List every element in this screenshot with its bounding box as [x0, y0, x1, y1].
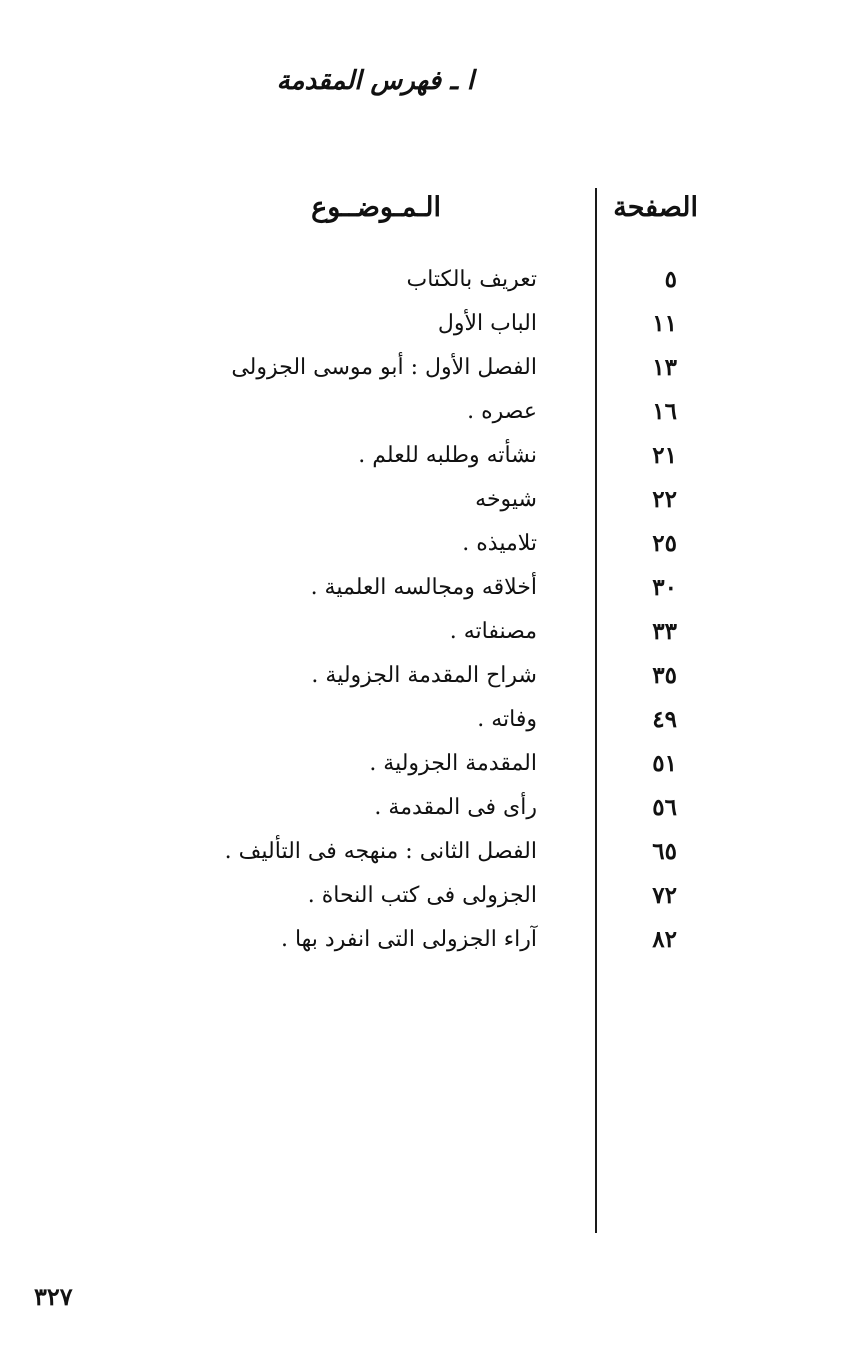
index-page-number: ٢١ — [652, 442, 677, 469]
index-row — [0, 478, 849, 522]
index-topic: الجزولى فى كتب النحاة . — [307, 883, 537, 908]
index-topic: الفصل الثانى : منهجه فى التأليف . — [224, 839, 537, 864]
index-topic: شراح المقدمة الجزولية . — [311, 663, 537, 688]
index-page-number: ١١ — [652, 310, 677, 337]
index-topic: نشأته وطلبه للعلم . — [358, 443, 537, 468]
index-topic: المقدمة الجزولية . — [369, 751, 537, 776]
index-row — [0, 830, 849, 874]
index-topic: وفاته . — [477, 707, 537, 732]
index-row — [0, 698, 849, 742]
page-title: ا ـ فهرس المقدمة — [276, 66, 474, 96]
index-page-number: ٣٠ — [652, 574, 677, 601]
index-topic: مصنفاته . — [449, 619, 537, 644]
index-topic: شيوخه — [475, 487, 537, 512]
index-page-number: ١٦ — [652, 398, 677, 425]
index-topic: الباب الأول — [437, 311, 537, 336]
index-row — [0, 654, 849, 698]
index-topic: آراء الجزولى التى انفرد بها . — [280, 927, 537, 952]
index-row — [0, 786, 849, 830]
index-page-number: ٥١ — [652, 750, 677, 777]
index-page-number: ٢٢ — [652, 486, 677, 513]
index-row — [0, 874, 849, 918]
index-page-number: ٥ — [664, 266, 677, 293]
index-page-number: ٦٥ — [652, 838, 677, 865]
index-row — [0, 610, 849, 654]
index-page-number: ٤٩ — [652, 706, 677, 733]
index-topic: عصره . — [467, 399, 537, 424]
index-row — [0, 258, 849, 302]
index-topic: تلاميذه . — [462, 531, 537, 556]
index-topic: الفصل الأول : أبو موسى الجزولى — [231, 355, 537, 380]
index-row — [0, 918, 849, 962]
index-page-number: ١٣ — [652, 354, 677, 381]
index-row — [0, 742, 849, 786]
index-page-number: ٣٣ — [652, 618, 677, 645]
index-topic: تعريف بالكتاب — [406, 267, 537, 292]
page-column-header: الصفحة — [613, 192, 698, 223]
index-topic: أخلاقه ومجالسه العلمية . — [310, 575, 537, 600]
index-row — [0, 566, 849, 610]
page-number: ٣٢٧ — [34, 1282, 73, 1311]
index-page-number: ٨٢ — [652, 926, 677, 953]
index-row — [0, 522, 849, 566]
index-page-number: ٣٥ — [652, 662, 677, 689]
index-page-number: ٥٦ — [652, 794, 677, 821]
index-row — [0, 390, 849, 434]
index-row — [0, 346, 849, 390]
index-row — [0, 302, 849, 346]
index-page-number: ٢٥ — [652, 530, 677, 557]
index-page-number: ٧٢ — [652, 882, 677, 909]
topic-column-header: الـمـوضــوع — [311, 192, 441, 223]
index-row — [0, 434, 849, 478]
index-list — [0, 258, 849, 962]
index-topic: رأى فى المقدمة . — [374, 795, 537, 820]
